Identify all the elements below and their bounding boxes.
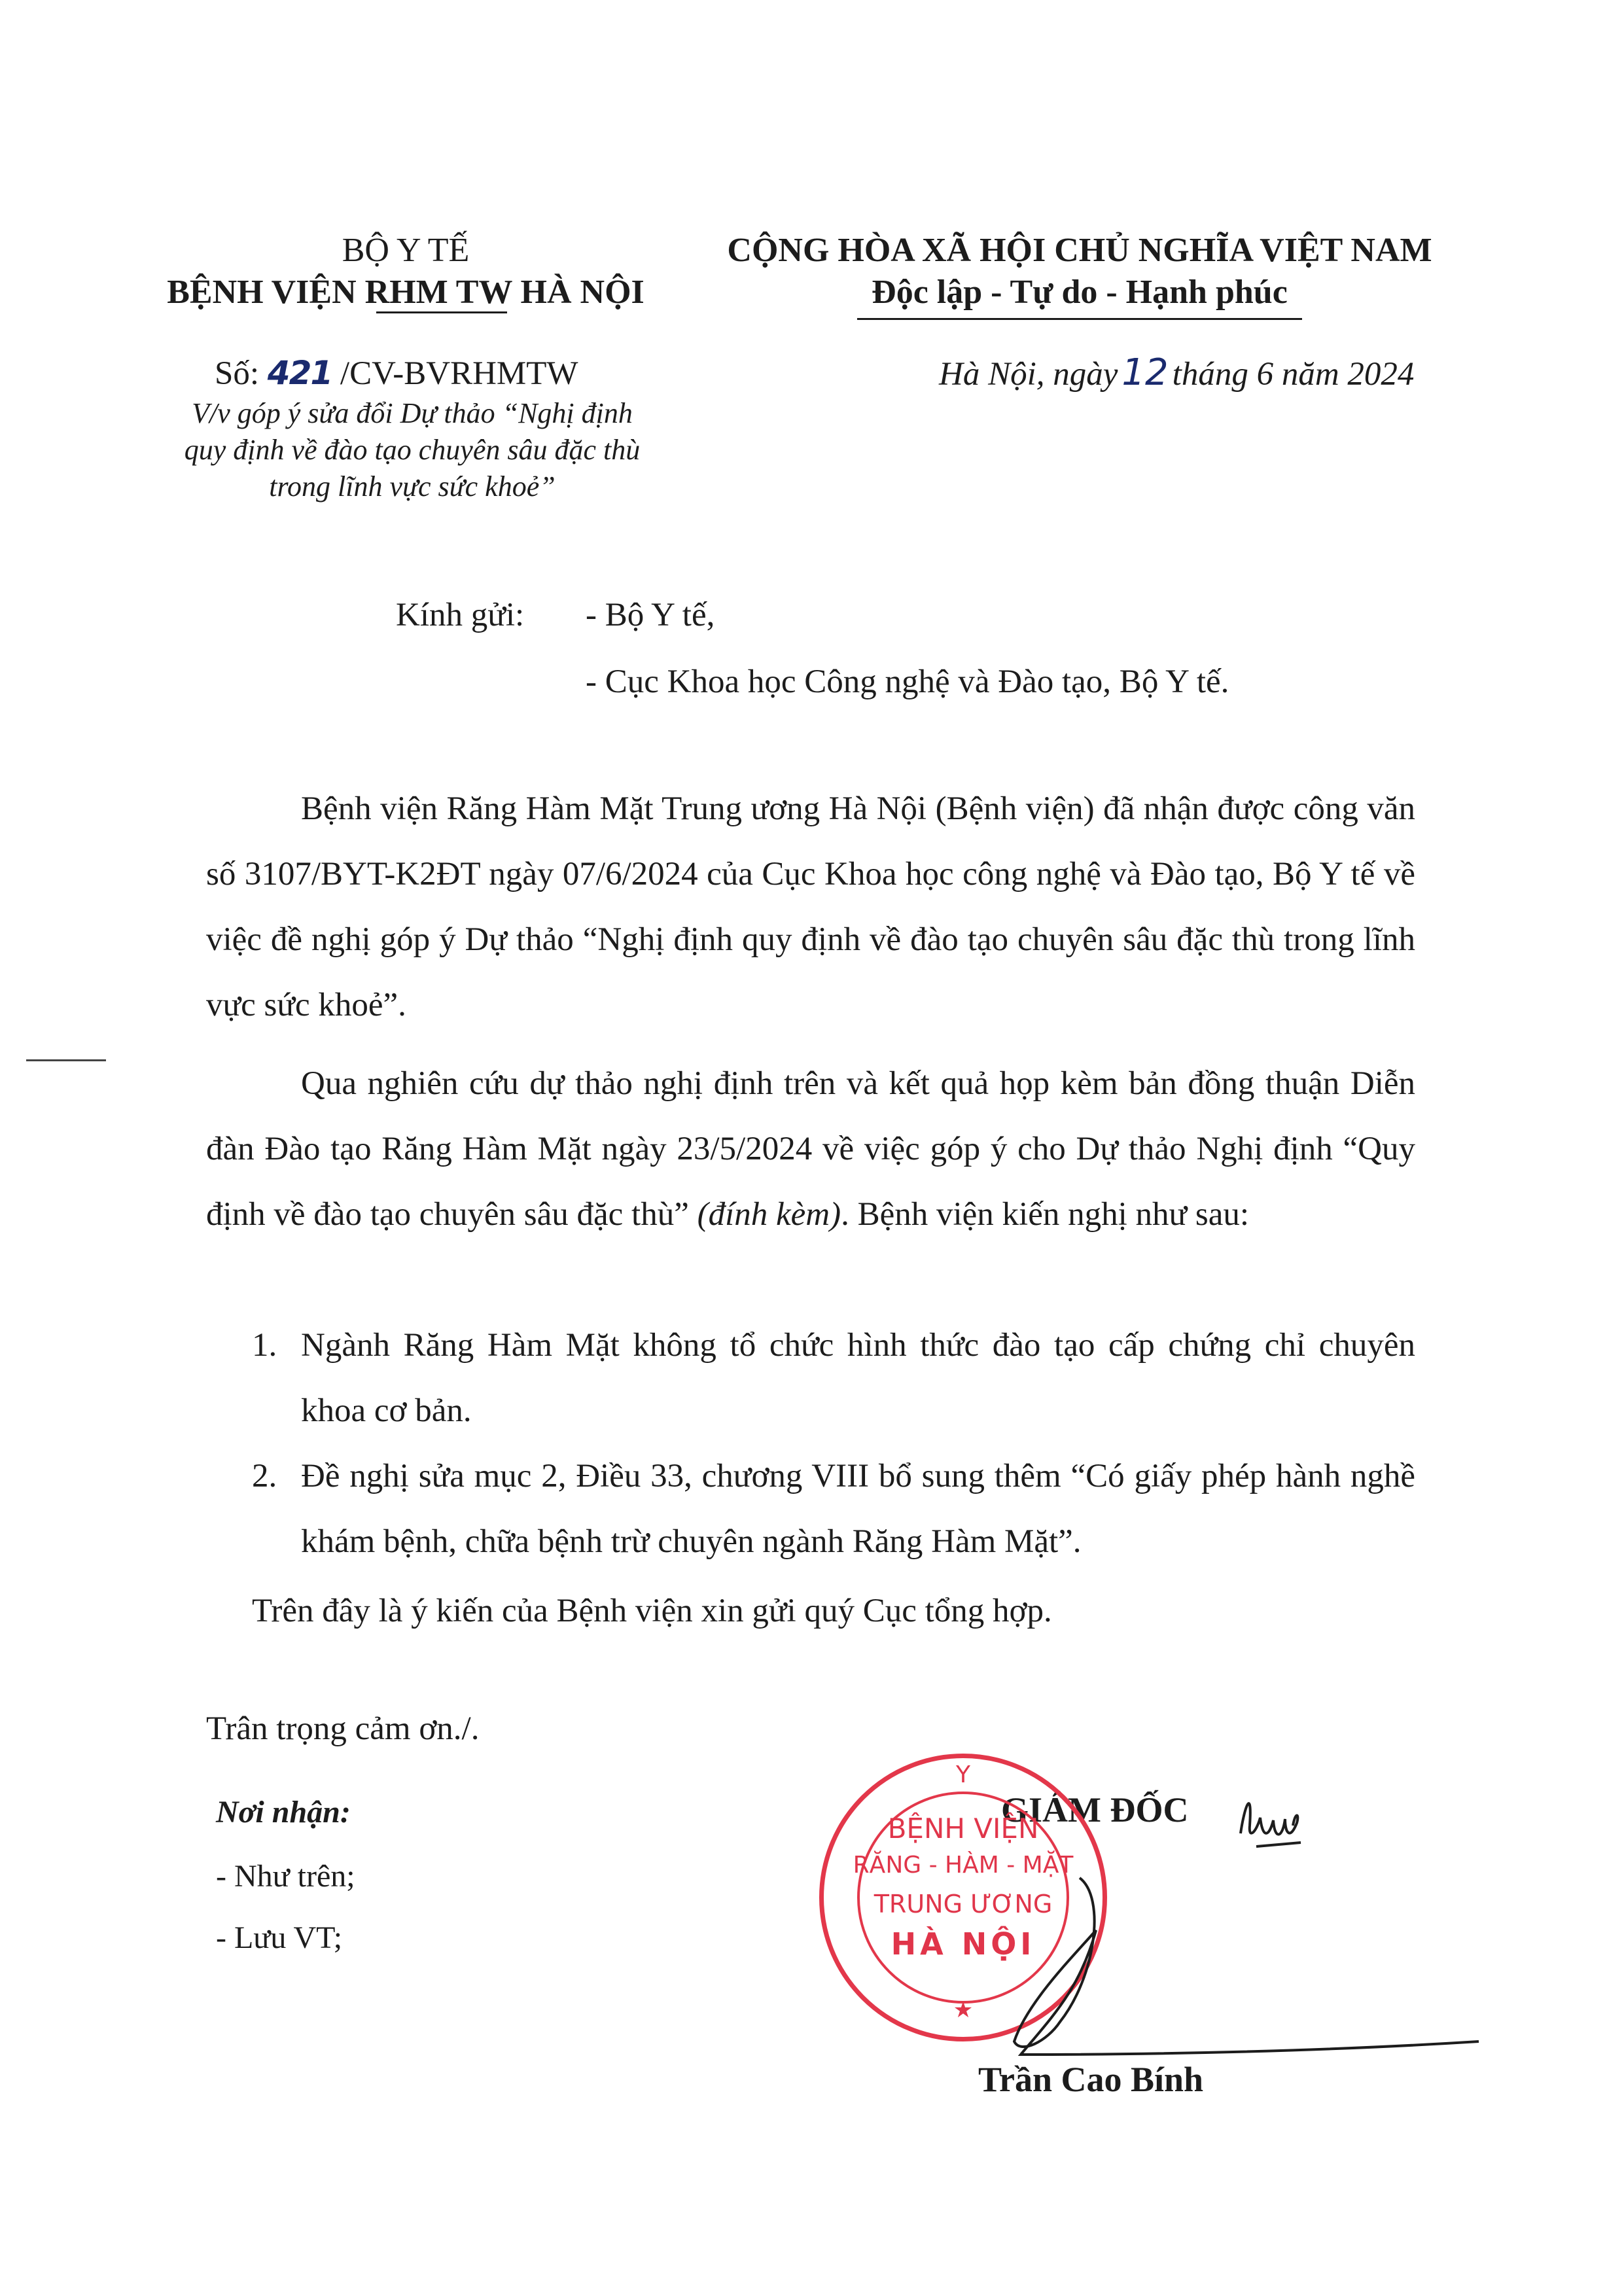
subject-line: trong lĩnh vực sức khoẻ” [269, 470, 556, 503]
country-name: CỘNG HÒA XÃ HỘI CHỦ NGHĨA VIỆT NAM [727, 232, 1432, 269]
seal-line-3: TRUNG ƯƠNG [874, 1890, 1053, 1918]
hospital-name: BỆNH VIỆN RHM TW HÀ NỘI [167, 274, 644, 311]
date-suffix: tháng 6 năm 2024 [1172, 356, 1415, 393]
seal-line-4: HÀ NỘI [891, 1926, 1036, 1962]
item-number: 1. [252, 1327, 277, 1364]
list-item: Ngành Răng Hàm Mặt không tổ chức hình thức đào tạo cấp chứng chỉ chuyên khoa cơ bản. [301, 1327, 1415, 1429]
document-number [215, 353, 578, 393]
subject-line: V/v góp ý sửa đổi Dự thảo “Nghị định [192, 397, 633, 429]
item-number: 2. [252, 1458, 277, 1494]
body-paragraph-1: Bệnh viện Răng Hàm Mặt Trung ương Hà Nội (Bệnh viện) đã nhận được công văn số 3107/BYT-K2ĐT ngày 07/6/2024 của Cục Khoa học công nghệ và Đào tạo, Bộ Y tế về việc đề nghị góp ý Dự thảo “Nghị định quy định về đào tạo chuyên sâu đặc thù trong lĩnh vực sức khoẻ”. [206, 790, 1415, 1023]
distribution-title: Nơi nhận: [216, 1795, 351, 1829]
hospital-underline [376, 311, 507, 313]
paragraph-2-text: Qua nghiên cứu dự thảo nghị định trên và kết quả họp kèm bản đồng thuận Diễn đàn Đào tạo Răng Hàm Mặt ngày 23/5/2024 về việc góp ý cho Dự thảo Nghị định “Quy định về đào tạo chuyên sâu đặc thù” [206, 1065, 1415, 1233]
list-item: Đề nghị sửa mục 2, Điều 33, chương VIII bổ sung thêm “Có giấy phép hành nghề khám bệnh, chữa bệnh trừ chuyên ngành Răng Hàm Mặt”. [301, 1458, 1415, 1560]
handwritten-day: 12 [1121, 351, 1169, 394]
thanks: Trân trọng cảm ơn./. [206, 1710, 480, 1747]
seal-star: ★ [953, 1997, 974, 2023]
seal-top-text: Y [956, 1761, 970, 1788]
number-suffix: /CV-BVRHMTW [340, 355, 578, 392]
distribution-item: - Lưu VT; [216, 1920, 343, 1955]
motto-underline [857, 318, 1302, 320]
attachment-note: (đính kèm) [697, 1196, 841, 1233]
closing-sentence: Trên đây là ý kiến của Bệnh viện xin gửi quý Cục tổng hợp. [252, 1593, 1052, 1629]
handwritten-number: 421 [267, 354, 332, 392]
recipient-item: - Bộ Y tế, [586, 597, 715, 633]
distribution-item: - Như trên; [216, 1859, 355, 1894]
director-signature [981, 1858, 1492, 2068]
signature-title: GIÁM ĐỐC [1001, 1790, 1189, 1829]
paragraph-2-end: . Bệnh viện kiến nghị như sau: [841, 1196, 1250, 1233]
recipients-label: Kính gửi: [396, 597, 525, 633]
date-prefix: Hà Nội, ngày [939, 356, 1118, 393]
seal-line-1: BỆNH VIỆN [887, 1812, 1039, 1845]
date-line [939, 353, 1414, 394]
signer-name: Trần Cao Bính [978, 2060, 1204, 2099]
ministry-name: BỘ Y TẾ [342, 232, 470, 269]
motto: Độc lập - Tự do - Hạnh phúc [872, 274, 1288, 311]
subject-line: quy định về đào tạo chuyên sâu đặc thù [184, 434, 641, 466]
body-paragraph-2 [206, 1051, 1415, 1247]
seal-line-2: RĂNG - HÀM - MẶT [853, 1852, 1074, 1879]
initials-scribble [1237, 1780, 1315, 1858]
number-prefix: Số: [215, 355, 260, 392]
margin-mark [26, 1059, 106, 1061]
subject [150, 395, 674, 505]
recipient-item: - Cục Khoa học Công nghệ và Đào tạo, Bộ Y tế. [586, 663, 1229, 700]
